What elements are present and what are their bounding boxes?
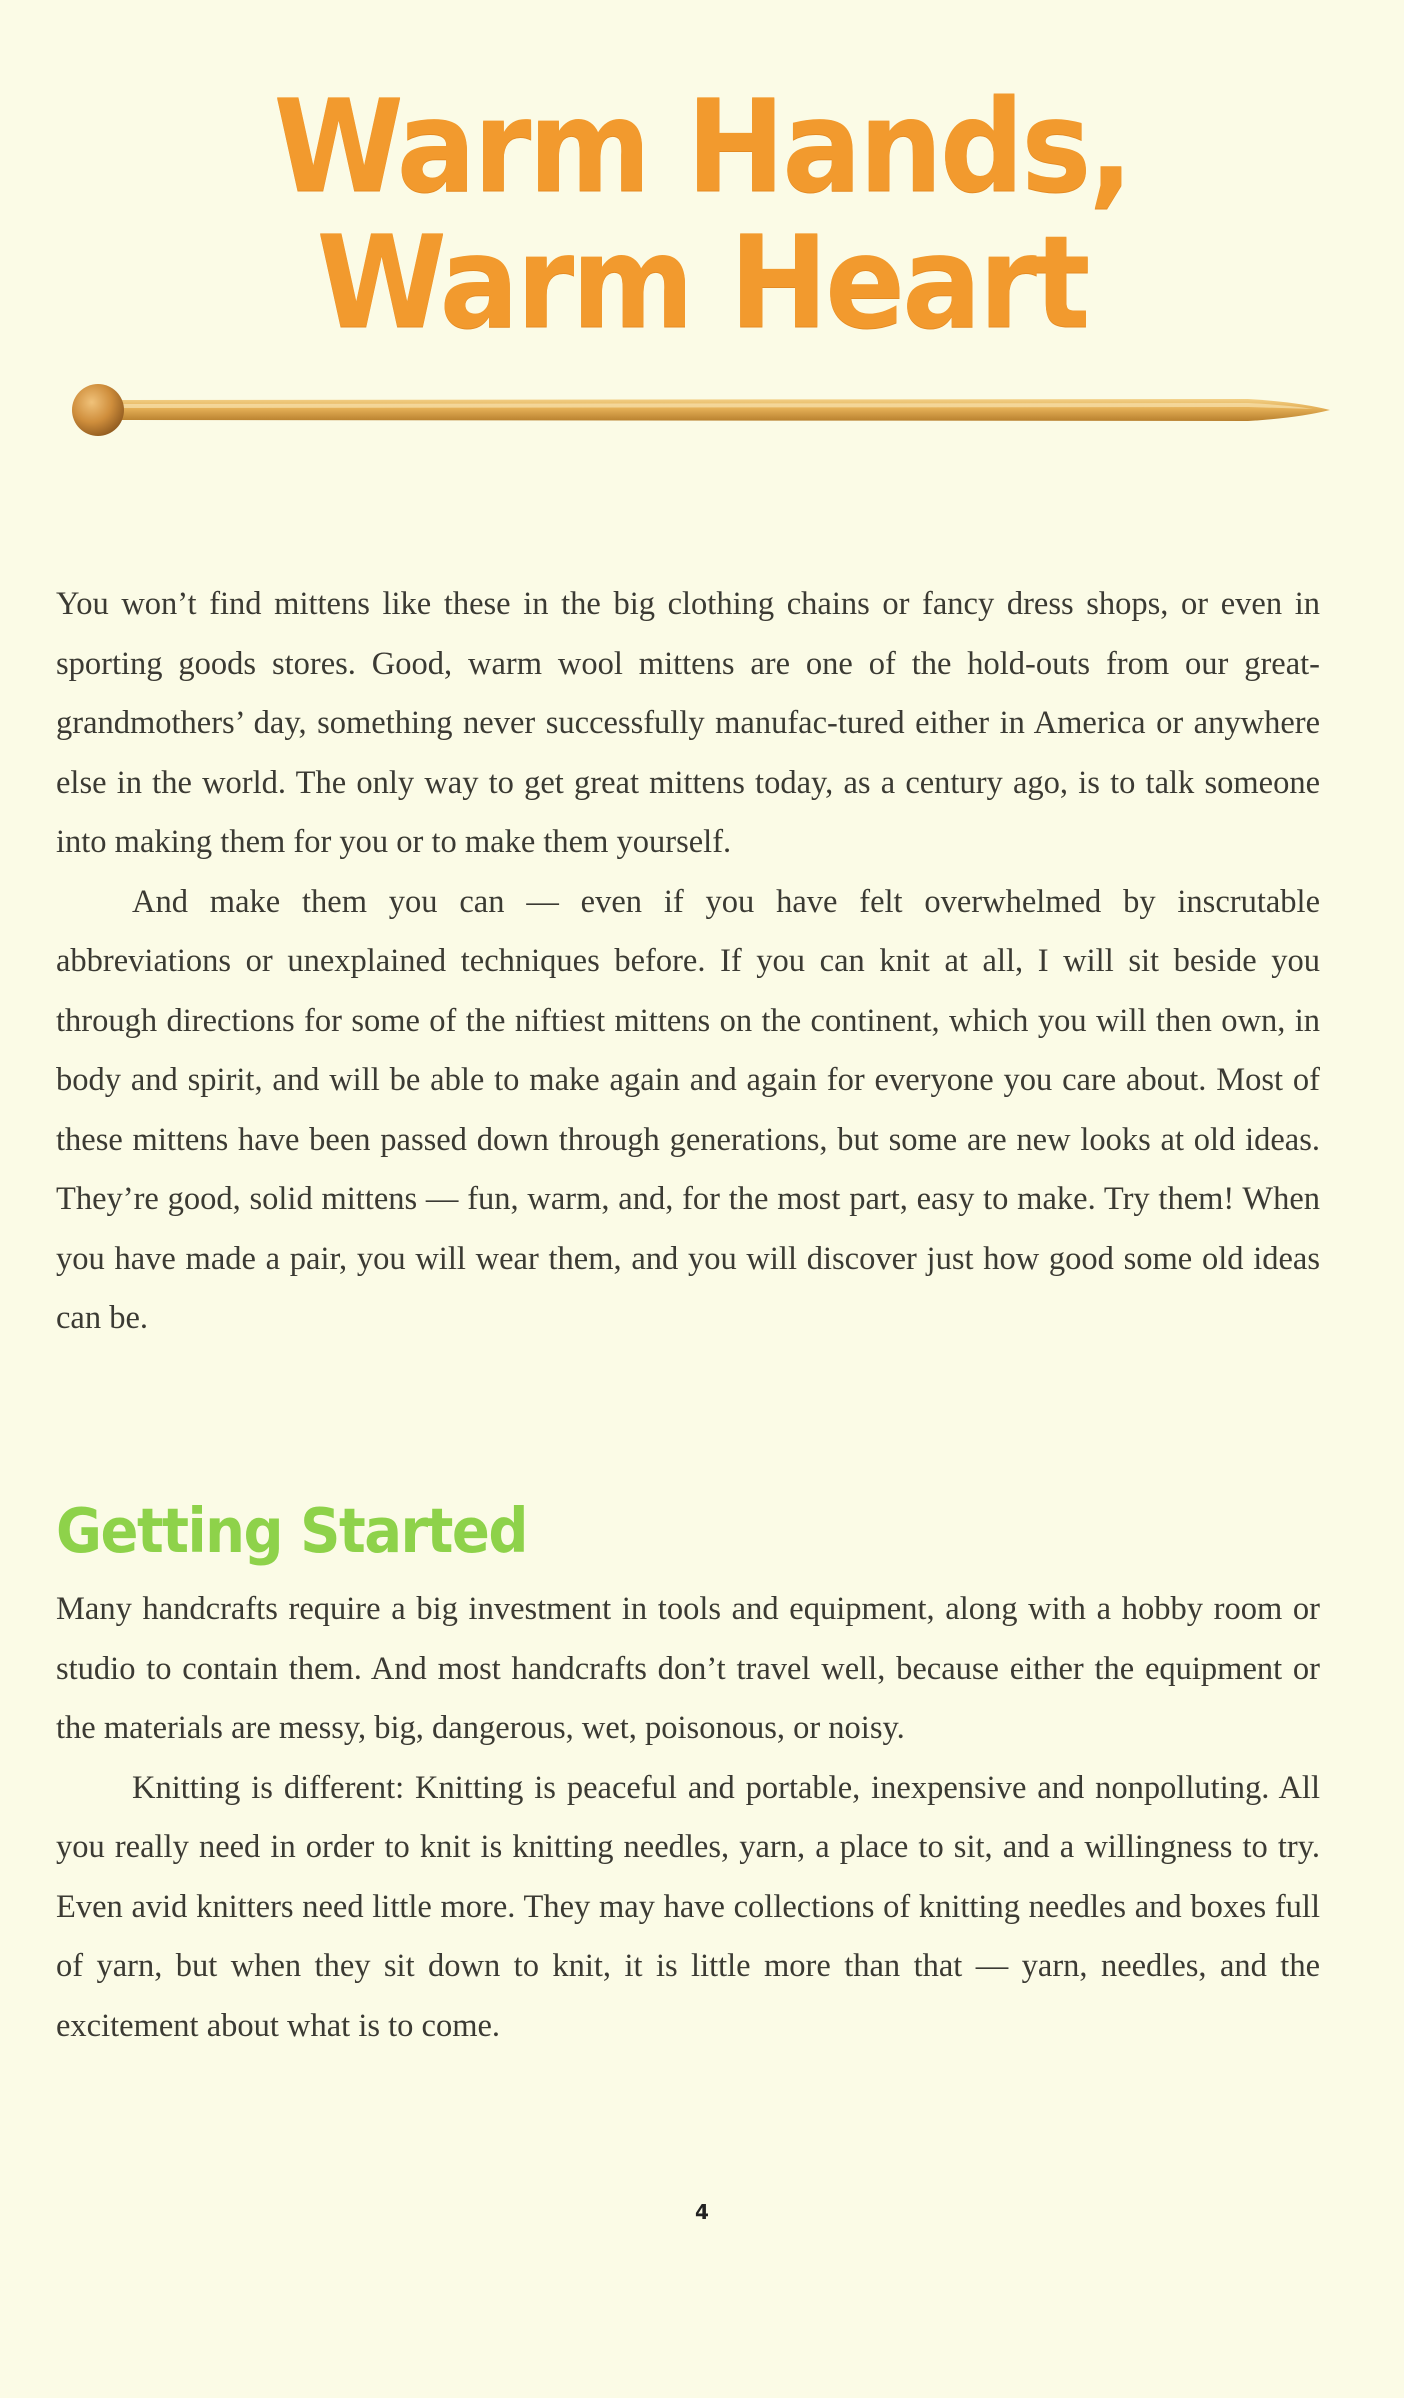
page-number: 4 — [695, 2200, 709, 2224]
chapter-title-line-2: Warm Heart — [316, 207, 1088, 357]
getting-started-paragraph-1: Many handcrafts require a big investment in tools and equipment, along with a hobby room or studio to contain them. And most handcrafts don’t travel well, because either the equipment or the materials are messy, big, dangerous, wet, poisonous, or noisy. — [56, 1591, 1320, 1746]
getting-started-paragraph-2: Knitting is different: Knitting is peaceful and portable, inexpensive and nonpolluting. All you really need in order to knit is knitting needles, yarn, a place to sit, and a willingness to try. Even avid knitters need little more. They may have collections of knitting needles and boxes full of yarn, but when they sit down to knit, it is little more than that — yarn, needles, and the excitement about what is to come. — [56, 1769, 1320, 2044]
needle-knob — [72, 384, 124, 436]
chapter-title-line-1: Warm Hands, — [273, 71, 1131, 221]
knitting-needle-icon — [68, 380, 1330, 440]
getting-started-section — [56, 1580, 1320, 2056]
intro-section — [56, 575, 1320, 1349]
needle-shaft — [108, 399, 1330, 421]
section-heading-getting-started: Getting Started — [56, 1495, 527, 1568]
intro-paragraph-2: And make them you can — even if you have felt overwhelmed by inscrutable abbreviations or unexplained techniques before. If you can knit at all, I will sit beside you through directions for some of the niftiest mittens on the continent, which you will then own, in body and spirit, and will be able to make again and again for everyone you care about. Most of these mittens have been passed down through generations, but some are new looks at old ideas. They’re good, solid mittens — fun, warm, and, for the most part, easy to make. Try them! When you have made a pair, you will wear them, and you will discover just how good some old ideas can be. — [56, 883, 1320, 1336]
intro-paragraph-1: You won’t find mittens like these in the big clothing chains or fancy dress shops, or even in sporting goods stores. Good, warm wool mittens are one of the hold-outs from our great-grandmothers’ day, something never successfully manufac-tured either in America or anywhere else in the world. The only way to get great mittens today, as a century ago, is to talk someone into making them for you or to make them yourself. — [56, 586, 1320, 860]
